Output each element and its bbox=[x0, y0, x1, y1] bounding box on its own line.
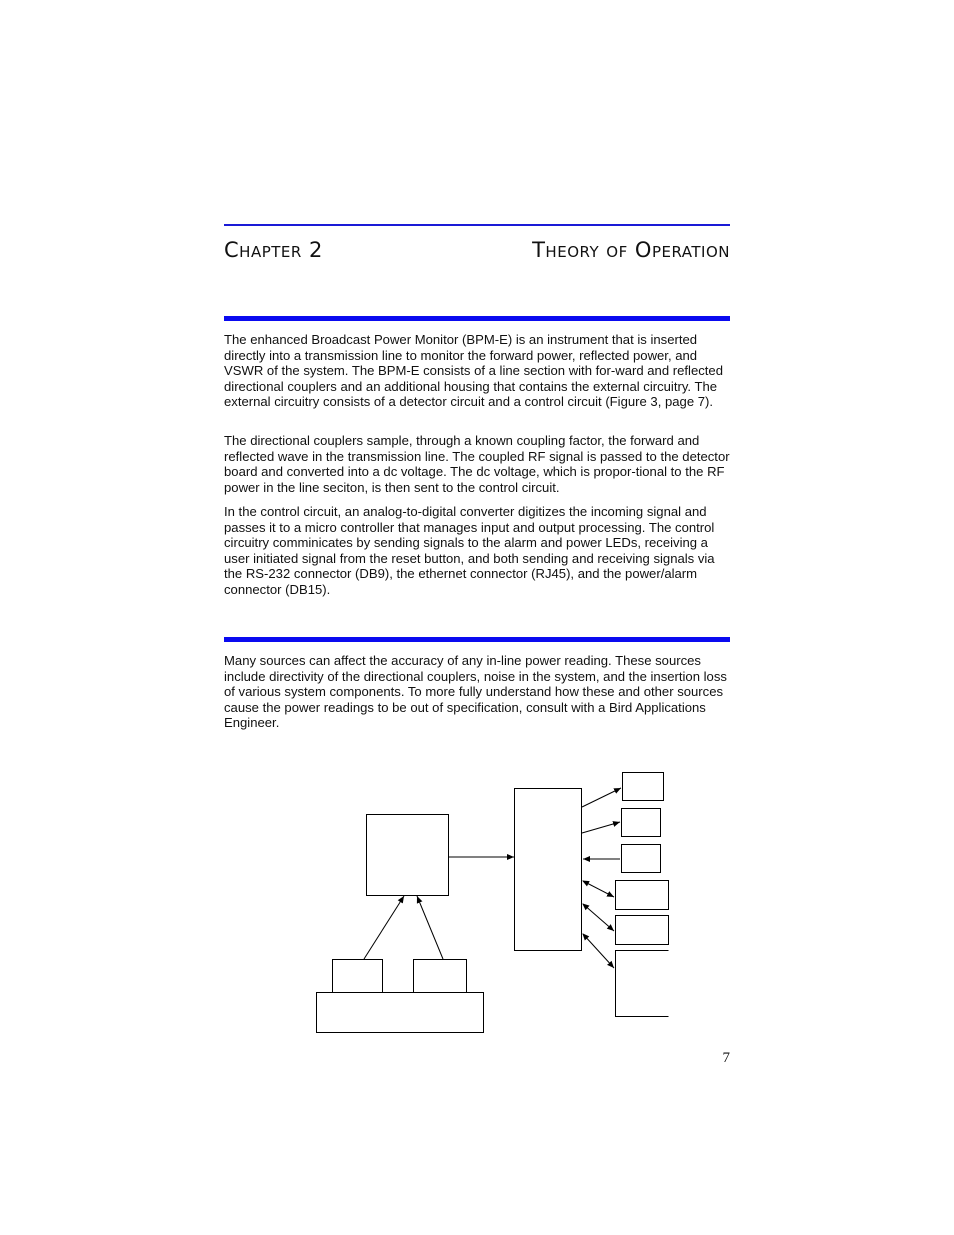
input-box-3 bbox=[622, 845, 661, 873]
output-box-2 bbox=[622, 809, 661, 837]
control-box bbox=[515, 789, 582, 951]
coupler-box-right bbox=[414, 960, 467, 993]
chapter-number: Chapter 2 bbox=[224, 238, 323, 262]
connector-bidir-5 bbox=[583, 904, 614, 931]
connector-out-1 bbox=[582, 788, 621, 807]
body-paragraph-2: The directional couplers sample, through a known coupling factor, the forward and reflected wave in the transmission line. The coupled RF signal is passed to the detector board and converted into a dc voltage. The dc voltage, which is propor-tional to the RF power in the line seciton, is then sent to the control circuit. bbox=[224, 433, 730, 495]
connector-coupler-left bbox=[364, 896, 404, 959]
connector-coupler-right bbox=[417, 896, 443, 959]
io-box-4 bbox=[616, 881, 669, 910]
chapter-title: Theory of Operation bbox=[532, 238, 730, 262]
io-box-6 bbox=[616, 951, 669, 1017]
detector-box bbox=[367, 815, 449, 896]
connector-out-2 bbox=[582, 822, 620, 833]
connector-bidir-4 bbox=[583, 881, 614, 897]
io-box-5 bbox=[616, 916, 669, 945]
output-box-1 bbox=[623, 773, 664, 801]
body-paragraph-4: Many sources can affect the accuracy of any in-line power reading. These sources include directivity of the directional couplers, noise in the system, and the insertion loss of various system components. To more fully understand how these and other sources cause the power readings to be out of specification, consult with a Bird Applications Engineer. bbox=[224, 653, 727, 731]
coupler-box-left bbox=[333, 960, 383, 993]
body-paragraph-1: The enhanced Broadcast Power Monitor (BPM-E) is an instrument that is inserted directly into a transmission line to monitor the forward power, reflected power, and VSWR of the system. The BPM-E consists of a line section with for-ward and reflected directional couplers and an additional housing that contains the external circuitry. The external circuitry consists of a detector circuit and a control circuit (Figure 3, page 7). bbox=[224, 332, 723, 410]
connector-bidir-6 bbox=[583, 934, 614, 968]
line-section-box bbox=[317, 993, 484, 1033]
page-number: 7 bbox=[722, 1050, 730, 1066]
body-paragraph-3: In the control circuit, an analog-to-digital converter digitizes the incoming signal and passes it to a micro controller that manages input and output processing. The control circuitry comminicates by sending signals to the alarm and power LEDs, receiving a user initiated signal from the reset button, and both sending and receiving signals via the RS-232 connector (DB9), the ethernet connector (RJ45), and the power/alarm connector (DB15). bbox=[224, 504, 715, 597]
